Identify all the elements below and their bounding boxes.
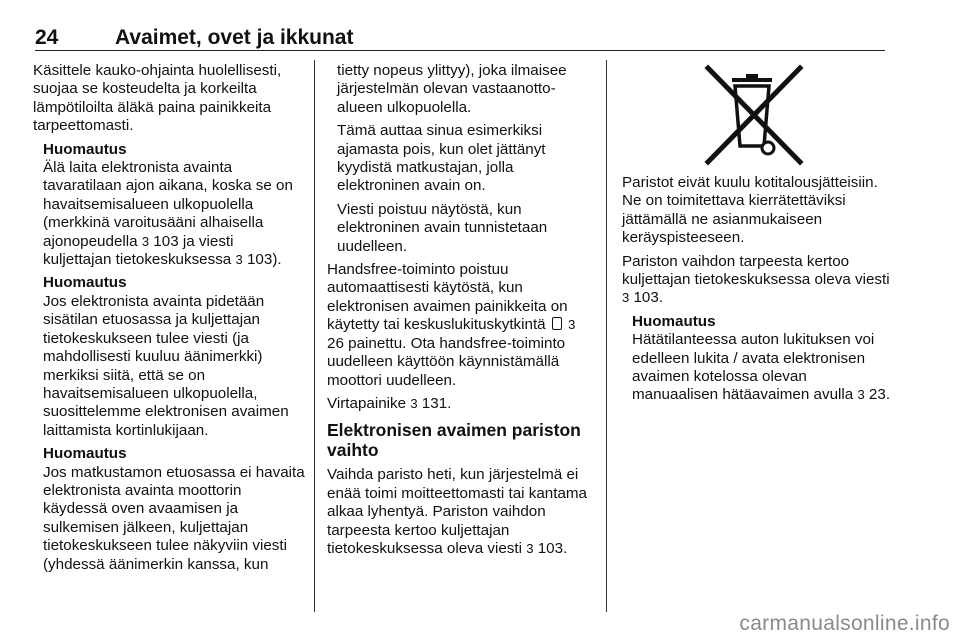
watermark: carmanualsonline.info xyxy=(739,612,950,635)
note-box xyxy=(622,313,892,405)
paragraph-part: . xyxy=(563,539,568,557)
paragraph-part: . xyxy=(658,289,664,307)
paragraph-part: painettu. Ota handsfree-toiminto uudelleen käyttöön käynnistämällä moottori uudelleen. xyxy=(327,334,566,389)
note-box xyxy=(33,141,305,270)
paragraph xyxy=(327,395,595,413)
page-ref-icon: 3 xyxy=(857,387,865,403)
note-text-part: . xyxy=(885,386,891,404)
note-text-part: ). xyxy=(272,251,282,269)
section-heading: Elektronisen avaimen pariston vaihto xyxy=(327,420,581,461)
note-text: Viesti poistuu näytöstä, kun elektroninen avain tunnistetaan uudelleen. xyxy=(337,200,548,255)
page-ref-number: 103 xyxy=(633,289,659,307)
note-continuation xyxy=(327,62,595,256)
page-number: 24 xyxy=(35,26,59,49)
paragraph-part: Virtapainike xyxy=(327,394,407,412)
header-rule xyxy=(35,50,885,51)
note-text-part: Älä laita elektronista avainta tavaratilaan ajon aikana, koska se on havaitsemisalueen ulkopuolella (merkkinä varoitusääni alhaisella ajonopeudella xyxy=(43,159,293,250)
paragraph-part: Handsfree-toiminto poistuu automaattisesti käytöstä, kun elektronisen avaimen painikkeita on käytetty tai keskuslukituskytkintä xyxy=(327,261,568,334)
paragraph-part: Pariston vaihdon tarpeesta kertoo kuljettajan tietokeskuksessa oleva viesti xyxy=(622,252,890,289)
paragraph xyxy=(327,261,595,390)
paragraph: Käsittele kauko-ohjainta huolellisesti, suojaa se kosteudelta ja korkeilta lämpötiloilta äläkä paina painikkeita tarpeettomasti. xyxy=(33,62,282,135)
page-ref-icon: 3 xyxy=(622,290,630,306)
page-ref-number: 131 xyxy=(421,394,448,412)
page-ref-icon: 3 xyxy=(410,395,418,411)
page-ref-icon: 3 xyxy=(526,540,534,556)
page-ref-icon: 3 xyxy=(141,233,150,249)
paragraph xyxy=(327,466,595,558)
note-text: Tämä auttaa sinua esimerkiksi ajamasta pois, kun olet jättänyt kyydistä matkustajan, jolla elektroninen avain on. xyxy=(337,122,546,195)
page-ref-number: 103 xyxy=(537,539,564,557)
column-2 xyxy=(327,62,595,563)
column-1 xyxy=(33,62,305,579)
paragraph xyxy=(622,253,892,308)
note-text: tietty nopeus ylittyy), joka ilmaisee järjestelmän olevan vastaanotto-alueen ulkopuolella. xyxy=(337,62,567,116)
note-title: Huomautus xyxy=(43,274,127,292)
paragraph-part: . xyxy=(447,394,452,412)
note-text-part: Hätätilanteessa auton lukituksen voi edelleen lukita / avata elektronisen avaimen kotelossa olevan manuaalisen hätäavaimen avulla xyxy=(632,331,875,404)
paragraph: Paristot eivät kuulu kotitalousjätteisiin. Ne on toimitettava kierrätettäviksi jättämällä ne asianmukaiseen keräyspisteeseen. xyxy=(622,174,878,247)
note-text: Jos matkustamon etuosassa ei havaita elektronista avainta moottorin käydessä oven avaamisen ja sulkemisen jälkeen, kuljettajan tietokeskukseen tulee näkyviin viesti (yhdessä äänimerkin kanssa, kun xyxy=(43,463,305,573)
crossed-out-wheelie-bin-icon xyxy=(702,64,806,166)
page-ref-number: 26 xyxy=(327,334,344,352)
page-title: Avaimet, ovet ja ikkunat xyxy=(115,26,354,49)
page-ref-icon: 3 xyxy=(568,317,576,333)
note-text: Jos elektronista avainta pidetään sisätilan etuosassa ja kuljettajan tietokeskukseen tulee viesti (ja mahdollisesti kuuluu äänimerkki) merkiksi siitä, että se on havaitsemisalueen ulkopuolella, suosittelemme elektronisen avaimen laittamista kortinlukijaan. xyxy=(43,292,289,439)
column-divider-2 xyxy=(606,60,607,612)
page-ref-number: 103 xyxy=(246,251,273,269)
page-ref-icon: 3 xyxy=(235,252,243,268)
note-title: Huomautus xyxy=(43,140,127,158)
page-ref-number: 103 xyxy=(153,232,179,250)
page-header xyxy=(35,26,885,50)
column-divider-1 xyxy=(314,60,315,612)
page-ref-number: 23 xyxy=(868,386,886,404)
note-box xyxy=(33,445,305,574)
note-text-part: ja viesti kuljettajan tietokeskuksessa xyxy=(43,232,234,269)
column-3 xyxy=(622,64,892,410)
note-text xyxy=(632,331,892,405)
note-title: Huomautus xyxy=(632,312,716,330)
note-title: Huomautus xyxy=(43,445,127,463)
note-text xyxy=(43,159,305,269)
paragraph-part: Vaihda paristo heti, kun järjestelmä ei enää toimi moitteettomasti tai kantama alkaa lyhentyä. Pariston vaihdon tarpeesta kertoo kuljettajan tietokeskuksessa oleva viesti xyxy=(327,466,587,557)
lock-switch-icon xyxy=(552,317,562,330)
note-box xyxy=(33,274,305,440)
